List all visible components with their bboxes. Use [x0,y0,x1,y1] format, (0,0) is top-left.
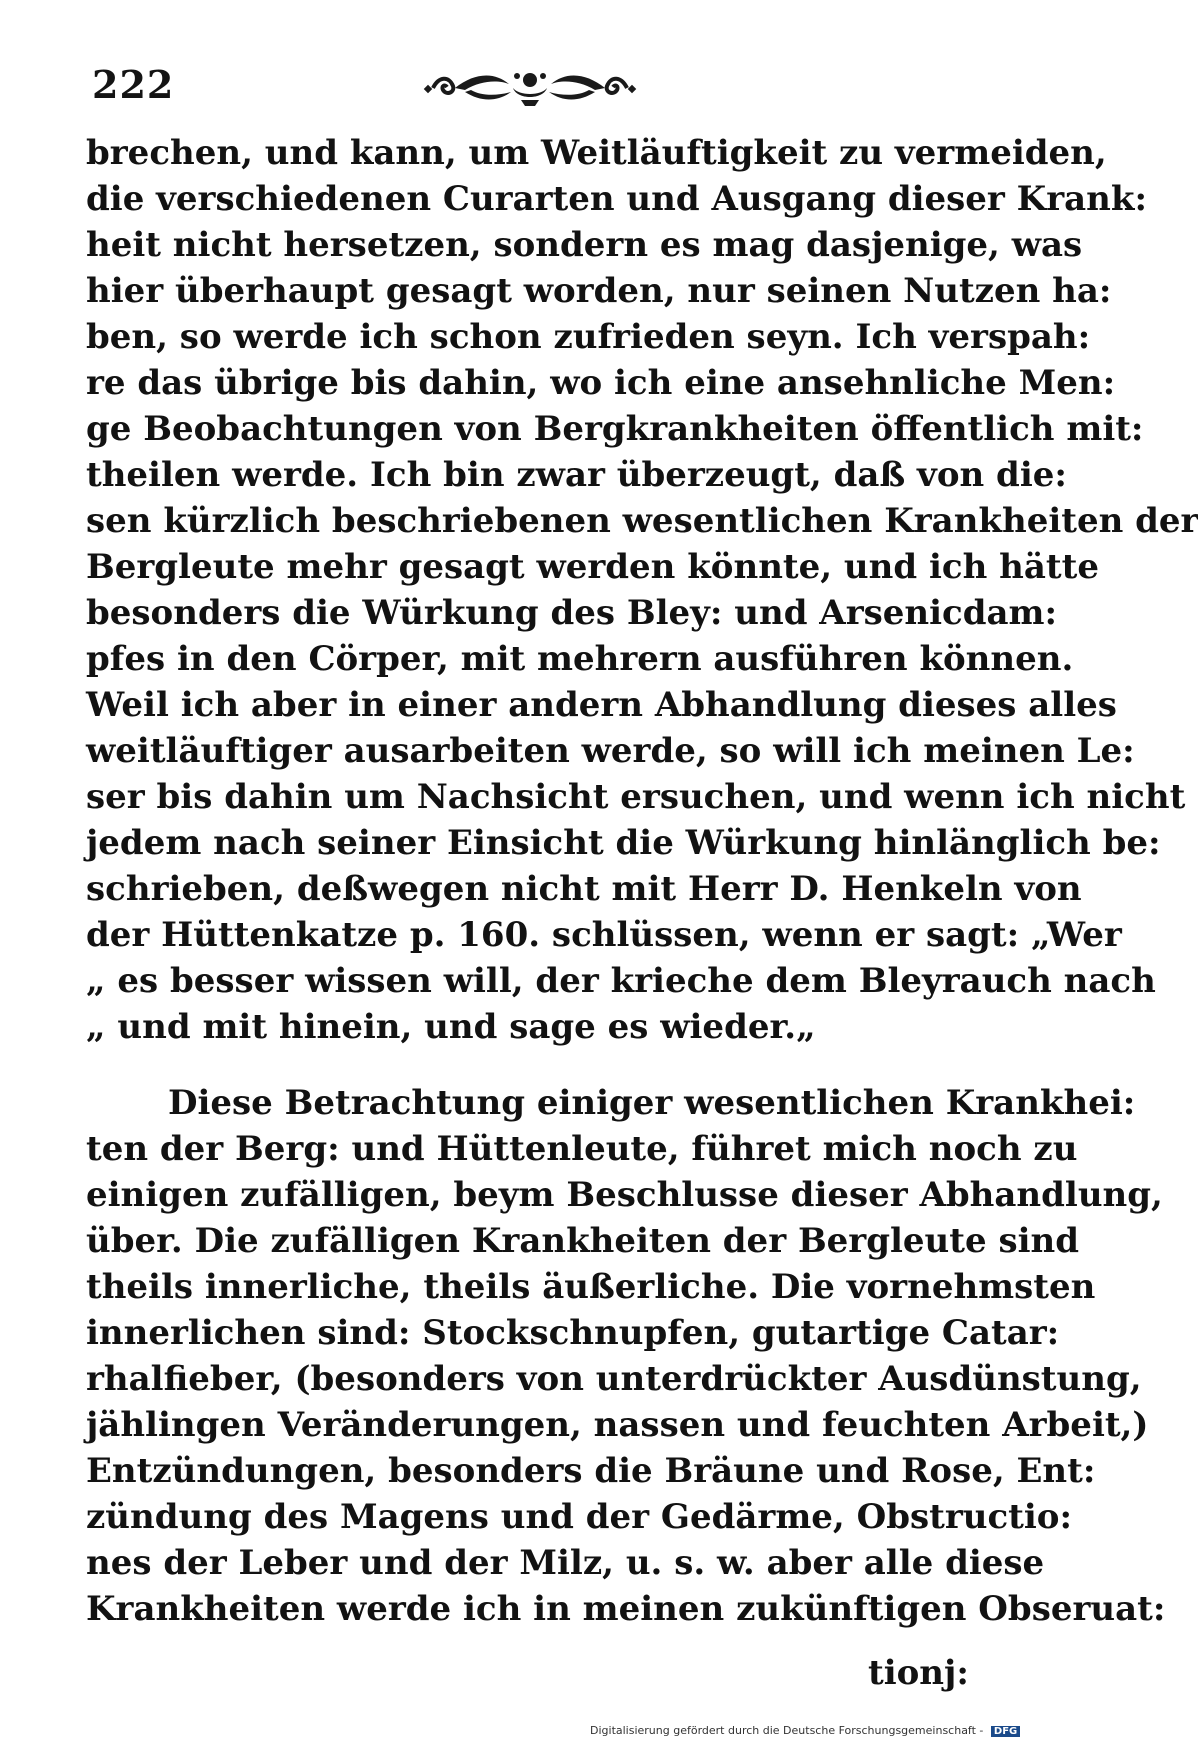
text-line: Diese Betrachtung einiger wesentlichen Krankhei: [168,1083,1136,1123]
text-line: ser bis dahin um Nachsicht ersuchen, und wenn ich nicht [86,777,1186,817]
paragraph-1 [86,130,1198,1050]
text-line: nes der Leber und der Milz, u. s. w. aber alle diese [86,1543,1045,1583]
text-line: Krankheiten werde ich in meinen zukünftigen Obseruat: [86,1589,1166,1629]
text-line: ten der Berg: und Hüttenleute, führet mich noch zu [86,1129,1078,1169]
dfg-logo: DFG [991,1726,1020,1737]
text-line: schrieben, deßwegen nicht mit Herr D. Henkeln von [86,869,1082,909]
text-line: Bergleute mehr gesagt werden könnte, und ich hätte [86,547,1099,587]
digitization-credit [590,1724,1020,1737]
text-line: „ und mit hinein, und sage es wieder.„ [86,1007,816,1047]
text-line: ge Beobachtungen von Bergkrankheiten öffentlich mit: [86,409,1144,449]
text-line: Weil ich aber in einer andern Abhandlung dieses alles [86,685,1117,725]
text-line: über. Die zufälligen Krankheiten der Bergleute sind [86,1221,1079,1261]
ornament-flourish-icon [425,66,635,110]
text-line: sen kürzlich beschriebenen wesentlichen Krankheiten der [86,501,1198,541]
text-line: „ es besser wissen will, der krieche dem Bleyrauch nach [86,961,1156,1001]
text-line: jählingen Veränderungen, nassen und feuchten Arbeit,) [86,1405,1149,1445]
text-line: re das übrige bis dahin, wo ich eine ansehnliche Men: [86,363,1116,403]
text-line: weitläuftiger ausarbeiten werde, so will ich meinen Le: [86,731,1135,771]
text-line: pfes in den Cörper, mit mehrern ausführen können. [86,639,1074,679]
text-line: der Hüttenkatze p. 160. schlüssen, wenn er sagt: „Wer [86,915,1122,955]
text-line: ben, so werde ich schon zufrieden seyn. Ich verspah: [86,317,1091,357]
paragraph-2 [86,1080,1166,1632]
text-line: zündung des Magens und der Gedärme, Obstructio: [86,1497,1073,1537]
text-line: brechen, und kann, um Weitläuftigkeit zu vermeiden, [86,133,1107,173]
text-line: theils innerliche, theils äußerliche. Die vornehmsten [86,1267,1096,1307]
text-line: besonders die Würkung des Bley: und Arsenicdam: [86,593,1058,633]
credit-text: Digitalisierung gefördert durch die Deutsche Forschungsgemeinschaft - [590,1724,984,1737]
text-line: jedem nach seiner Einsicht die Würkung hinlänglich be: [86,823,1161,863]
page-number: 222 [92,62,175,107]
text-line: Entzündungen, besonders die Bräune und Rose, Ent: [86,1451,1096,1491]
text-line: hier überhaupt gesagt worden, nur seinen Nutzen ha: [86,271,1112,311]
catchword: tionj: [868,1653,969,1693]
text-line: einigen zufälligen, beym Beschlusse dieser Abhandlung, [86,1175,1163,1215]
text-line: innerlichen sind: Stockschnupfen, gutartige Catar: [86,1313,1060,1353]
text-line: rhalfieber, (besonders von unterdrückter Ausdünstung, [86,1359,1142,1399]
text-line: theilen werde. Ich bin zwar überzeugt, daß von die: [86,455,1067,495]
text-line: die verschiedenen Curarten und Ausgang dieser Krank: [86,179,1148,219]
text-line: heit nicht hersetzen, sondern es mag dasjenige, was [86,225,1083,265]
